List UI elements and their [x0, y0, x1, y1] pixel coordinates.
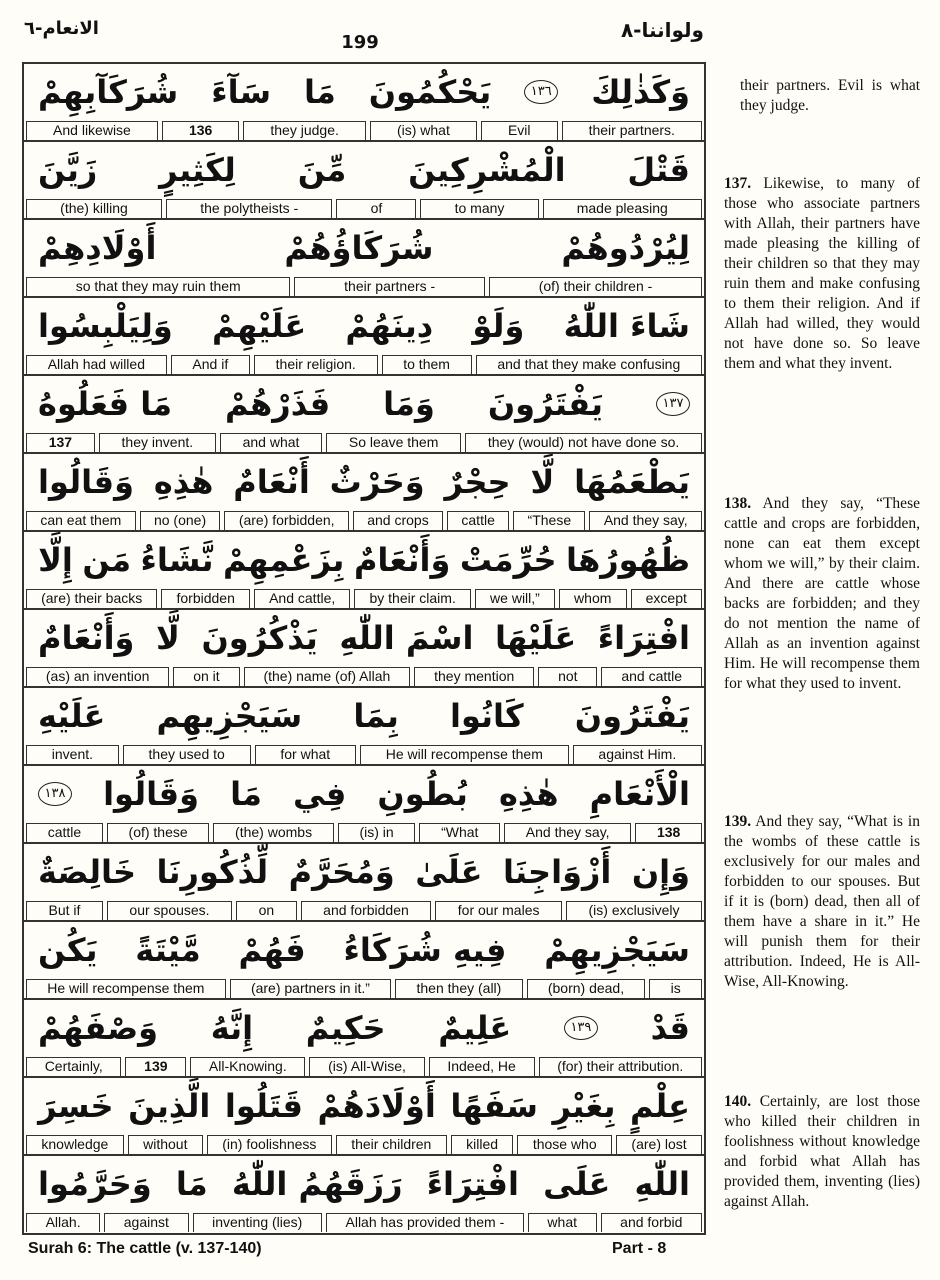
- arabic-word: بِغَيْرِ: [552, 1086, 616, 1125]
- arabic-word: لِكَثِيرٍ: [159, 150, 236, 189]
- english-gloss-row: [24, 1135, 704, 1154]
- english-gloss-cell: So leave them: [326, 433, 461, 452]
- arabic-text-row: [24, 220, 704, 275]
- arabic-word: عَلَيْهِمْ: [211, 306, 307, 345]
- verse-line: [24, 766, 704, 844]
- arabic-word: هٰذِهِ: [153, 462, 214, 501]
- arabic-word: مِّنَ: [297, 150, 347, 189]
- english-gloss-cell: and cattle: [601, 667, 702, 686]
- arabic-word: ظُهُورُهَا: [566, 540, 690, 579]
- arabic-word: فَذَرْهُمْ: [225, 384, 331, 423]
- english-gloss-cell: what: [528, 1213, 597, 1232]
- english-gloss-cell: (is) exclusively: [566, 901, 702, 920]
- english-gloss-cell: killed: [451, 1135, 514, 1154]
- arabic-word: مَّيْتَةً: [135, 930, 201, 969]
- english-gloss-cell: we will,”: [475, 589, 555, 608]
- arabic-word: سَيَجْزِيهِمْ: [544, 930, 690, 969]
- arabic-word: عَلَيْهَا: [495, 618, 577, 657]
- arabic-word: لِّذُكُورِنَا: [156, 852, 269, 891]
- english-gloss-row: [24, 121, 704, 140]
- english-gloss-cell: on it: [173, 667, 239, 686]
- commentary-verse-138: [724, 494, 920, 694]
- commentary-text: their partners. Evil is what they judge.: [740, 77, 920, 114]
- commentary-column: [724, 62, 920, 1235]
- english-gloss-cell: (are) lost: [616, 1135, 702, 1154]
- english-gloss-cell: against Him.: [573, 745, 702, 764]
- arabic-word: يَفْتَرُونَ: [487, 384, 604, 423]
- arabic-word: زَيَّنَ: [38, 150, 98, 189]
- english-gloss-cell: inventing (lies): [193, 1213, 322, 1232]
- arabic-word: إِلَّا: [38, 540, 73, 579]
- english-gloss-cell: knowledge: [26, 1135, 124, 1154]
- english-gloss-cell: and forbidden: [301, 901, 432, 920]
- arabic-text-row: [24, 610, 704, 665]
- arabic-word: وَأَنْعَامٌ: [353, 540, 451, 579]
- english-gloss-cell: “What: [419, 823, 500, 842]
- english-gloss-row: [24, 745, 704, 764]
- english-gloss-cell: (are) their backs: [26, 589, 157, 608]
- english-gloss-cell: invent.: [26, 745, 119, 764]
- arabic-word: عَلَىٰ: [415, 852, 483, 891]
- arabic-word: كَانُوا: [449, 696, 524, 735]
- english-gloss-cell: except: [631, 589, 702, 608]
- commentary-text: Likewise, to many of those who associate partners with Allah, their partners have made pleasing the killing of their children so that they may ruin them and make confusing to them their religion. And if Allah had willed, they would not have done so. So leave them and what they invent.: [724, 175, 920, 372]
- arabic-word: خَالِصَةٌ: [38, 852, 137, 891]
- english-gloss-row: [24, 823, 704, 842]
- english-gloss-row: [24, 199, 704, 218]
- english-gloss-cell: and crops: [353, 511, 443, 530]
- arabic-word: لَّا: [530, 462, 555, 501]
- english-gloss-cell: (is) in: [338, 823, 416, 842]
- english-gloss-cell: and forbid: [601, 1213, 702, 1232]
- english-gloss-cell: then they (all): [395, 979, 522, 998]
- verse-number-cell: 138: [635, 823, 702, 842]
- ayah-number-marker: ١٣٦: [524, 80, 558, 104]
- english-gloss-cell: forbidden: [161, 589, 250, 608]
- verse-line: [24, 532, 704, 610]
- english-gloss-cell: Allah has provided them -: [326, 1213, 524, 1232]
- arabic-text-row: [24, 376, 704, 431]
- english-gloss-cell: on: [236, 901, 297, 920]
- english-gloss-cell: Certainly,: [26, 1057, 121, 1076]
- english-gloss-cell: they (would) not have done so.: [465, 433, 702, 452]
- arabic-word: حَكِيمٌ: [305, 1008, 386, 1047]
- arabic-word: أَوْلَادِهِمْ: [38, 228, 157, 267]
- verse-line: [24, 844, 704, 922]
- arabic-word: اللّٰهِ: [634, 1164, 690, 1203]
- arabic-word: بُطُونِ: [377, 774, 468, 813]
- arabic-word: خَسِرَ: [38, 1086, 114, 1125]
- arabic-text-row: [24, 844, 704, 899]
- arabic-text-row: [24, 64, 704, 119]
- english-gloss-row: [24, 979, 704, 998]
- verse-line: [24, 688, 704, 766]
- arabic-word: وَقَالُوا: [38, 462, 134, 501]
- english-gloss-cell: And cattle,: [254, 589, 350, 608]
- english-gloss-cell: they judge.: [243, 121, 366, 140]
- arabic-word: وَمُحَرَّمٌ: [288, 852, 395, 891]
- arabic-word: بِزَعْمِهِمْ: [222, 540, 345, 579]
- arabic-word: شُرَكَآبِهِمْ: [38, 72, 179, 111]
- verse-line: [24, 376, 704, 454]
- english-gloss-row: [24, 433, 704, 452]
- english-gloss-cell: by their claim.: [354, 589, 471, 608]
- english-gloss-cell: cattle: [26, 823, 103, 842]
- english-gloss-cell: they mention: [414, 667, 534, 686]
- english-gloss-cell: (for) their attribution.: [539, 1057, 702, 1076]
- arabic-word: وَكَذٰلِكَ: [591, 72, 690, 111]
- commentary-verse-continued: [724, 76, 920, 116]
- arabic-word: قَتْلَ: [627, 150, 690, 189]
- arabic-text-row: [24, 688, 704, 743]
- english-gloss-cell: (of) their children -: [489, 277, 702, 296]
- verse-line: [24, 1078, 704, 1156]
- english-gloss-cell: Allah had willed: [26, 355, 167, 374]
- arabic-word: وَحَرْثٌ: [329, 462, 425, 501]
- english-gloss-cell: their children: [336, 1135, 447, 1154]
- arabic-word: أَوْلَادَهُمْ: [317, 1086, 436, 1125]
- arabic-word: هٰذِهِ: [499, 774, 559, 813]
- arabic-word: قَدْ: [650, 1008, 690, 1047]
- arabic-word: وَلَوْ: [472, 306, 525, 345]
- verse-line: [24, 298, 704, 376]
- arabic-word: فَهُمْ: [238, 930, 306, 969]
- arabic-word: افْتِرَاءً: [597, 618, 690, 657]
- arabic-word: أَنْعَامٌ: [233, 462, 310, 501]
- english-gloss-cell: (born) dead,: [527, 979, 646, 998]
- arabic-word: عَلَى: [543, 1164, 611, 1203]
- arabic-word: الَّذِينَ: [128, 1086, 211, 1125]
- english-gloss-cell: their religion.: [254, 355, 378, 374]
- arabic-word: فِي: [292, 774, 347, 813]
- arabic-word: يَطْعَمُهَا: [574, 462, 690, 501]
- arabic-word: وَمَا: [383, 384, 435, 423]
- arabic-word: مَن: [82, 540, 131, 579]
- verse-line: [24, 454, 704, 532]
- english-gloss-cell: (the) killing: [26, 199, 162, 218]
- arabic-word: سَيَجْزِيهِم: [156, 696, 303, 735]
- arabic-word: قَتَلُوا: [224, 1086, 303, 1125]
- english-gloss-cell: And if: [171, 355, 250, 374]
- header-juz-title: ولواننا-٨: [620, 18, 704, 42]
- arabic-text-row: [24, 922, 704, 977]
- english-gloss-row: [24, 589, 704, 608]
- english-gloss-cell: and what: [220, 433, 322, 452]
- arabic-word: افْتِرَاءً: [426, 1164, 519, 1203]
- footer-part: Part - 8: [612, 1240, 667, 1257]
- verse-number-cell: 137: [26, 433, 95, 452]
- commentary-verse-139: [724, 812, 920, 992]
- english-gloss-cell: Indeed, He: [429, 1057, 535, 1076]
- arabic-text-row: [24, 766, 704, 821]
- verse-line: [24, 1156, 704, 1234]
- english-gloss-cell: All-Knowing.: [190, 1057, 305, 1076]
- commentary-verse-137: [724, 174, 920, 374]
- english-gloss-cell: (are) partners in it.”: [230, 979, 392, 998]
- english-gloss-cell: And they say,: [589, 511, 701, 530]
- arabic-word: يَذْكُرُونَ: [201, 618, 318, 657]
- english-gloss-cell: not: [538, 667, 597, 686]
- arabic-word: مَا: [175, 1164, 208, 1203]
- commentary-verse-number: 140.: [724, 1093, 752, 1110]
- commentary-text: Certainly, are lost those who killed their children in foolishness without knowledge and forbid what Allah has provided them, inventing (lies) against Allah.: [724, 1093, 920, 1210]
- english-gloss-cell: (as) an invention: [26, 667, 169, 686]
- arabic-word: عَلَيْهِ: [38, 696, 106, 735]
- arabic-text-row: [24, 1000, 704, 1055]
- english-gloss-cell: and that they make confusing: [476, 355, 702, 374]
- english-gloss-row: [24, 277, 704, 296]
- english-gloss-cell: their partners.: [562, 121, 702, 140]
- english-gloss-cell: can eat them: [26, 511, 136, 530]
- arabic-word: عَلِيمٌ: [438, 1008, 512, 1047]
- arabic-word: فِيهِ شُرَكَاءُ: [343, 930, 507, 969]
- english-gloss-cell: they used to: [123, 745, 251, 764]
- english-gloss-row: [24, 511, 704, 530]
- arabic-word: وَقَالُوا: [103, 774, 199, 813]
- verse-line: [24, 922, 704, 1000]
- translation-grid: [22, 62, 706, 1235]
- commentary-text: And they say, “What is in the wombs of these cattle is exclusively for our males and forbidden to our spouses. But if it is (born) dead, then all of them have a share in it.” He will punish them for their attribution. Indeed, He is All-Wise, All-Knowing.: [724, 813, 920, 990]
- english-gloss-cell: And they say,: [504, 823, 631, 842]
- english-gloss-cell: the polytheists -: [166, 199, 332, 218]
- english-gloss-cell: no (one): [140, 511, 221, 530]
- arabic-word: لَّا: [156, 618, 180, 657]
- english-gloss-row: [24, 667, 704, 686]
- commentary-verse-number: 139.: [724, 813, 752, 830]
- english-gloss-row: [24, 1057, 704, 1076]
- english-gloss-cell: He will recompense them: [360, 745, 569, 764]
- english-gloss-cell: But if: [26, 901, 103, 920]
- commentary-verse-number: 137.: [724, 175, 752, 192]
- header-surah-title: الانعام-٦: [24, 18, 99, 39]
- english-gloss-cell: (in) foolishness: [207, 1135, 332, 1154]
- commentary-verse-140: [724, 1092, 920, 1212]
- arabic-word: دِينَهُمْ: [345, 306, 434, 345]
- arabic-word: مَا: [230, 774, 262, 813]
- english-gloss-cell: is: [649, 979, 702, 998]
- arabic-word: وَأَنْعَامٌ: [38, 618, 135, 657]
- arabic-word: نَّشَاءُ: [140, 540, 214, 579]
- commentary-verse-number: 138.: [724, 495, 752, 512]
- english-gloss-cell: for our males: [435, 901, 562, 920]
- arabic-word: أَزْوَاجِنَا: [502, 852, 612, 891]
- arabic-word: لِيُرْدُوهُمْ: [561, 228, 690, 267]
- verse-line: [24, 220, 704, 298]
- verse-number-cell: 136: [162, 121, 239, 140]
- arabic-word: حُرِّمَتْ: [459, 540, 557, 579]
- verse-number-cell: 139: [125, 1057, 186, 1076]
- english-gloss-cell: (of) these: [107, 823, 210, 842]
- english-gloss-cell: so that they may ruin them: [26, 277, 290, 296]
- arabic-word: يَفْتَرُونَ: [574, 696, 690, 735]
- verse-line: [24, 610, 704, 688]
- arabic-text-row: [24, 142, 704, 197]
- arabic-word: شَاءَ اللّٰهُ: [563, 306, 690, 345]
- english-gloss-cell: those who: [517, 1135, 612, 1154]
- arabic-word: سَآءَ: [211, 72, 272, 111]
- arabic-word: الْأَنْعَامِ: [589, 774, 690, 813]
- arabic-word: مَا فَعَلُوهُ: [38, 384, 173, 423]
- english-gloss-cell: for what: [255, 745, 356, 764]
- arabic-word: وَحَرَّمُوا: [38, 1164, 152, 1203]
- arabic-word: بِمَا: [353, 696, 399, 735]
- arabic-word: وَصْفَهُمْ: [38, 1008, 159, 1047]
- arabic-text-row: [24, 1156, 704, 1211]
- verse-line: [24, 1000, 704, 1078]
- english-gloss-cell: “These: [513, 511, 585, 530]
- ayah-number-marker: ١٣٧: [656, 392, 690, 416]
- arabic-word: عِلْمٍ: [629, 1086, 690, 1125]
- arabic-word: يَكُن: [38, 930, 98, 969]
- english-gloss-row: [24, 901, 704, 920]
- arabic-word: شُرَكَاؤُهُمْ: [284, 228, 434, 267]
- english-gloss-cell: Allah.: [26, 1213, 100, 1232]
- english-gloss-cell: to many: [420, 199, 538, 218]
- page-number: 199: [341, 32, 379, 53]
- english-gloss-cell: And likewise: [26, 121, 158, 140]
- arabic-word: اسْمَ اللّٰهِ: [339, 618, 474, 657]
- english-gloss-cell: of: [336, 199, 416, 218]
- ayah-number-marker: ١٣٩: [564, 1016, 598, 1040]
- english-gloss-cell: to them: [382, 355, 472, 374]
- commentary-text: And they say, “These cattle and crops are forbidden, none can eat them except whom we will,” by their claim. And there are cattle whose backs are forbidden; and they do not mention the name of Allah as an invention against Him. He will recompense them for what they used to invent.: [724, 495, 920, 692]
- arabic-word: وَلِيَلْبِسُوا: [38, 306, 173, 345]
- arabic-word: سَفَهًا: [450, 1086, 538, 1125]
- arabic-word: مَا: [304, 72, 336, 111]
- english-gloss-cell: (is) All-Wise,: [309, 1057, 424, 1076]
- english-gloss-cell: He will recompense them: [26, 979, 226, 998]
- arabic-word: يَحْكُمُونَ: [368, 72, 492, 111]
- english-gloss-cell: their partners -: [294, 277, 485, 296]
- english-gloss-cell: (are) forbidden,: [224, 511, 348, 530]
- arabic-text-row: [24, 298, 704, 353]
- english-gloss-cell: made pleasing: [543, 199, 702, 218]
- arabic-text-row: [24, 454, 704, 509]
- english-gloss-cell: against: [104, 1213, 188, 1232]
- english-gloss-row: [24, 355, 704, 374]
- arabic-text-row: [24, 1078, 704, 1133]
- english-gloss-cell: (the) wombs: [213, 823, 333, 842]
- arabic-word: حِجْرٌ: [444, 462, 511, 501]
- english-gloss-cell: Evil: [481, 121, 558, 140]
- verse-line: [24, 142, 704, 220]
- arabic-text-row: [24, 532, 704, 587]
- english-gloss-row: [24, 1213, 704, 1232]
- english-gloss-cell: without: [128, 1135, 203, 1154]
- arabic-word: إِنَّهُ: [210, 1008, 254, 1047]
- arabic-word: رَزَقَهُمُ اللّٰهُ: [231, 1164, 403, 1203]
- ayah-number-marker: ١٣٨: [38, 782, 72, 806]
- english-gloss-cell: our spouses.: [107, 901, 232, 920]
- english-gloss-cell: (is) what: [370, 121, 477, 140]
- footer-surah-range: Surah 6: The cattle (v. 137-140): [28, 1240, 262, 1257]
- arabic-word: الْمُشْرِكِينَ: [408, 150, 566, 189]
- english-gloss-cell: they invent.: [99, 433, 216, 452]
- english-gloss-cell: (the) name (of) Allah: [244, 667, 411, 686]
- english-gloss-cell: cattle: [447, 511, 509, 530]
- arabic-word: وَإِن: [631, 852, 690, 891]
- verse-line: [24, 64, 704, 142]
- english-gloss-cell: whom: [559, 589, 627, 608]
